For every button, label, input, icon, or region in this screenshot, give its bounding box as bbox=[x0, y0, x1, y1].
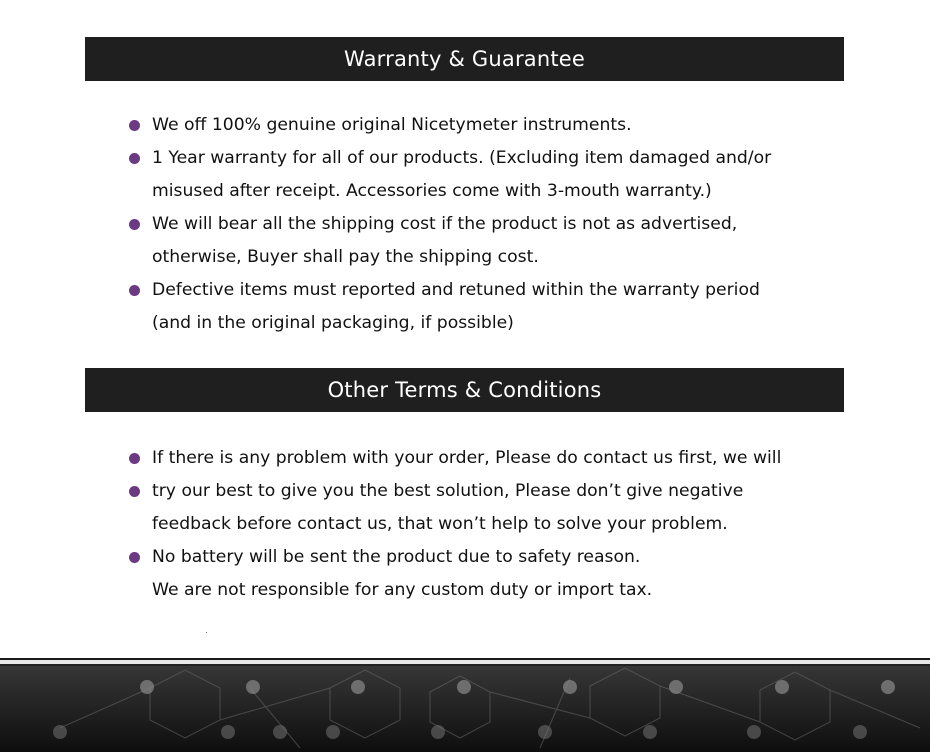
bullet-icon bbox=[129, 486, 140, 497]
list-item-continuation: misused after receipt. Accessories come with 3-mouth warranty.) bbox=[152, 181, 712, 201]
list-item: Defective items must reported and retuned within the warranty period bbox=[152, 280, 760, 300]
bullet-icon bbox=[129, 153, 140, 164]
bullet-icon bbox=[129, 219, 140, 230]
list-item-continuation: feedback before contact us, that won’t help to solve your problem. bbox=[152, 514, 728, 534]
list-item: try our best to give you the best solution, Please don’t give negative bbox=[152, 481, 744, 501]
list-item: If there is any problem with your order, Please do contact us first, we will bbox=[152, 448, 782, 468]
bullet-icon bbox=[129, 285, 140, 296]
hexagon-network-graphic bbox=[0, 658, 930, 752]
bullet-icon bbox=[129, 552, 140, 563]
section-title: Other Terms & Conditions bbox=[327, 378, 602, 402]
list-item: We off 100% genuine original Nicetymeter instruments. bbox=[152, 115, 632, 135]
list-item: No battery will be sent the product due to safety reason. bbox=[152, 547, 641, 567]
list-item: We will bear all the shipping cost if the product is not as advertised, bbox=[152, 214, 738, 234]
list-item-continuation: (and in the original packaging, if possible) bbox=[152, 313, 514, 333]
section-title: Warranty & Guarantee bbox=[343, 47, 586, 71]
bullet-icon bbox=[129, 120, 140, 131]
section-header-warranty bbox=[85, 37, 844, 81]
section-header-terms bbox=[85, 368, 844, 412]
footer-banner bbox=[0, 658, 930, 752]
bullet-icon bbox=[129, 453, 140, 464]
stray-dot bbox=[206, 632, 207, 633]
list-item-continuation: otherwise, Buyer shall pay the shipping cost. bbox=[152, 247, 539, 267]
list-item-continuation: We are not responsible for any custom duty or import tax. bbox=[152, 580, 653, 600]
list-item: 1 Year warranty for all of our products. (Excluding item damaged and/or bbox=[152, 148, 772, 168]
